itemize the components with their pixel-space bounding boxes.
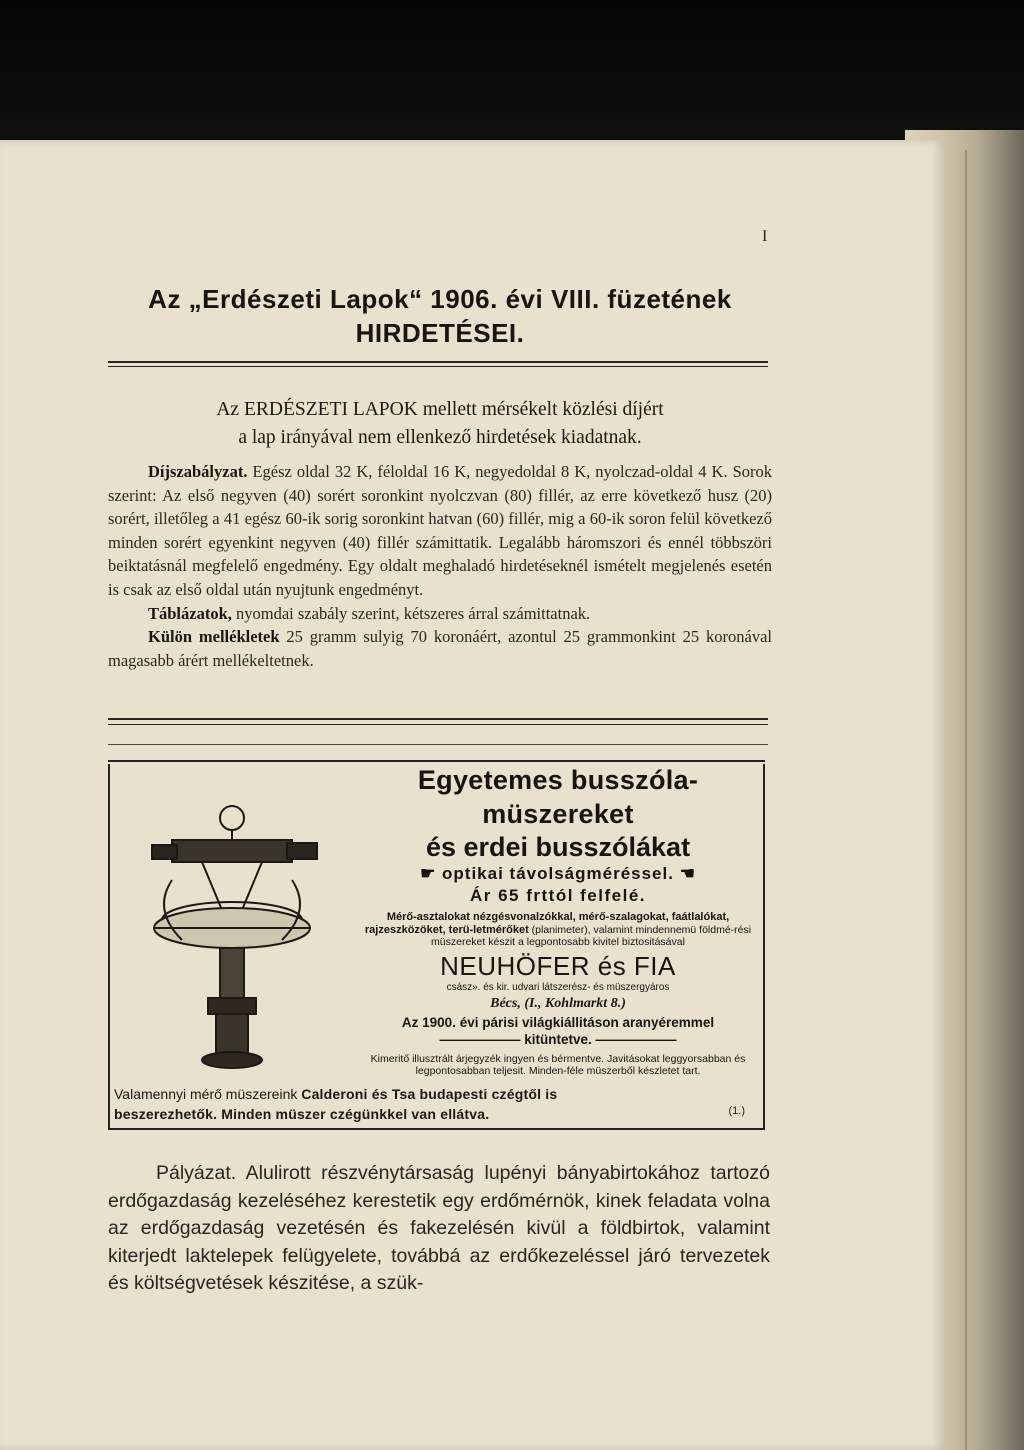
ad-company-sub: csász». és kir. udvari látszerész- és müszergyáros xyxy=(446,981,670,993)
ad-border-bottom xyxy=(108,1128,765,1130)
ad-bottom-text xyxy=(114,1084,759,1124)
ad-price: Ár 65 frttól felfelé. xyxy=(469,886,647,905)
tables-label: Táblázatok, xyxy=(148,603,232,623)
ad-description-rest: (planimeter), valamint mindennemü földmé-rési müszereket készit a legpontosabb kivitel biztositásával xyxy=(431,923,752,948)
ad-rule xyxy=(108,744,768,745)
rates-label: Díjszabályzat. xyxy=(148,462,248,481)
title-rule xyxy=(108,361,768,363)
ad-bottom-line-1: Valamennyi mérő müszereink Calderoni és Tsa budapesti czégtől is xyxy=(114,1086,558,1102)
supplements-paragraph xyxy=(108,625,772,672)
ad-description-bold: Mérő-asztalokat nézgésvonalzókkal, mérő-szalagokat, faátlalókat, rajzeszközöket, terü-letmérőket xyxy=(364,911,730,936)
surveying-instrument-illustration xyxy=(112,780,352,1080)
ad-border-left xyxy=(108,764,110,1128)
rates-section xyxy=(108,460,772,672)
title-rule-thin xyxy=(108,366,768,367)
intro-line-1: Az ERDÉSZETI LAPOK mellett mérsékelt közlési díjért xyxy=(216,399,664,420)
notice-text: Alulirott részvénytársaság lupényi bányabirtokához tartozó erdőgazdaság kezeléséhez kerestetik egy erdőmérnök, kinek feladata volna az erdőgazdaság vezetésén és fakezelésén kivül a földbirtok, valamint kiterjedt laktelepek felügyelete, továbbá az erdőkezeléssel járó tervezetek és költségvetések készitése, a szük- xyxy=(108,1162,771,1294)
ad-headline-3: ☛ optikai távolságméréssel. ☚ xyxy=(420,864,696,883)
advertisement-box xyxy=(108,760,765,1130)
notice-section xyxy=(108,1160,770,1298)
ad-city: Bécs, (I., Kohlmarkt 8.) xyxy=(490,995,626,1011)
intro-line-2: a lap irányával nem ellenkező hirdetések kiadatnak. xyxy=(238,427,642,448)
tables-text: nyomdai szabály szerint, kétszeres árral számittatnak. xyxy=(236,603,591,623)
ad-copy xyxy=(353,760,763,1077)
pointing-hand-icon: ☛ xyxy=(420,864,443,883)
pointing-hand-left-icon: ☚ xyxy=(673,864,696,883)
rates-paragraph xyxy=(108,460,772,602)
ad-reference-number: (1.) xyxy=(728,1105,745,1117)
ad-company-name: NEUHÖFER és FIA xyxy=(440,950,676,981)
section-rule xyxy=(108,718,768,720)
notice-paragraph xyxy=(108,1160,770,1298)
tables-paragraph xyxy=(108,602,772,626)
ad-award-line-2: —————— kitüntetve. —————— xyxy=(439,1031,677,1047)
ad-bottom-line-2: beszerezhetők. Minden müszer czégünkkel van ellátva. xyxy=(114,1106,490,1122)
rates-text: Egész oldal 32 K, féloldal 16 K, negyedoldal 8 K, nyolczad-oldal 4 K. Sorok szerint: Az első negyven (40) sorért soronkint nyolczvan (80) fillér, az erre következő husz (20) sorért, illetőleg a 41 egész 60-ik sorig soronkint hatvan (60) fillér, mig a 60-ik soron felül következő minden sorért egyenkint negyven (40) fillér számittatik. Legalább háromszori és ennél többszöri beiktatásnál megfelelő engedmény. Egy oldalt meghaladó hirdetéseknél ismételt megjelenés esetén is csak az első oldal után nyujtunk engedményt. xyxy=(108,462,772,599)
title-line-1: Az „Erdészeti Lapok“ 1906. évi VIII. füzetének xyxy=(148,284,732,314)
page-edge-line xyxy=(965,150,967,1450)
ad-footnote: Kimeritő illusztrált árjegyzék ingyen és bérmentve. Javitásokat leggyorsabban és legpontosabban teljesit. Minden-féle müszerből készletet tart. xyxy=(370,1052,746,1077)
ad-border-right xyxy=(763,764,765,1128)
ad-award-line-1: Az 1900. évi párisi világkiállitáson aranyéremmel xyxy=(401,1014,715,1030)
supplements-label: Külön mellékletek xyxy=(148,627,280,647)
ad-description xyxy=(353,907,763,949)
page-number: I xyxy=(762,228,768,245)
title-line-2: HIRDETÉSEI. xyxy=(355,318,525,348)
ad-headline-2: és erdei busszólákat xyxy=(425,832,691,862)
intro-text xyxy=(120,396,760,452)
ad-headline-1: Egyetemes busszóla-müszereket xyxy=(417,765,699,829)
supplements-text: 25 gramm sulyig 70 koronáért, azontul 25 grammonkint 25 koronával magasabb árért mellékeltetnek. xyxy=(108,627,772,670)
page-title xyxy=(110,282,770,350)
section-rule-thin xyxy=(108,724,768,725)
notice-label: Pályázat. xyxy=(156,1162,237,1184)
